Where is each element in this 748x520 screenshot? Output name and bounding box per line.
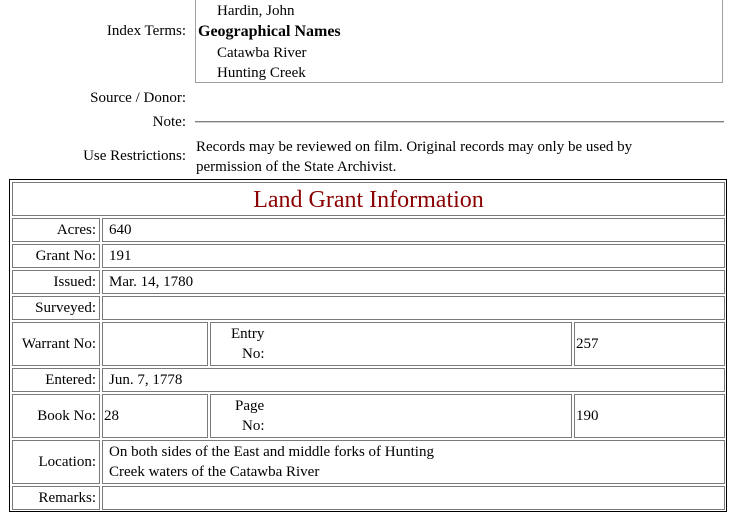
location-line2: Creek waters of the Catawba River	[109, 464, 320, 480]
index-terms-label: Index Terms:	[106, 23, 186, 39]
location-line1: On both sides of the East and middle forks of Hunting	[109, 444, 434, 460]
page-no-label-line2: No:	[242, 418, 265, 434]
entered-value: Jun. 7, 1778	[102, 368, 725, 392]
acres-label: Acres:	[12, 218, 100, 242]
grant-no-label: Grant No:	[12, 244, 100, 268]
land-grant-title: Land Grant Information	[12, 182, 725, 216]
use-restrictions-label: Use Restrictions:	[83, 148, 186, 164]
entry-no-label-line1: Entry	[231, 326, 265, 342]
note-divider	[195, 121, 724, 123]
warrant-no-value	[102, 322, 208, 366]
grant-no-value: 191	[102, 244, 725, 268]
note-label: Note:	[152, 114, 186, 130]
page-no-value: 190	[574, 394, 725, 438]
page-no-label	[210, 394, 572, 438]
index-term-heading-geographical: Geographical Names	[198, 23, 341, 40]
index-terms-box[interactable]	[195, 0, 723, 83]
location-value	[102, 440, 725, 484]
entered-label: Entered:	[12, 368, 100, 392]
index-term-person: Hardin, John	[217, 3, 295, 19]
issued-label: Issued:	[12, 270, 100, 294]
surveyed-label: Surveyed:	[12, 296, 100, 320]
location-label: Location:	[12, 440, 100, 484]
entry-no-label	[210, 322, 572, 366]
remarks-label: Remarks:	[12, 486, 100, 510]
land-grant-table	[9, 179, 727, 512]
use-restrictions-line1: Records may be reviewed on film. Original records may only be used by	[196, 139, 633, 155]
warrant-no-label: Warrant No:	[12, 322, 100, 366]
source-donor-label: Source / Donor:	[90, 90, 186, 106]
acres-value: 640	[102, 218, 725, 242]
issued-value: Mar. 14, 1780	[102, 270, 725, 294]
index-term-place-catawba: Catawba River	[217, 45, 307, 61]
page-no-label-line1: Page	[235, 398, 265, 414]
remarks-value	[102, 486, 725, 510]
entry-no-value: 257	[574, 322, 725, 366]
book-no-value: 28	[102, 394, 208, 438]
use-restrictions-line2: permission of the State Archivist.	[196, 159, 397, 175]
entry-no-label-line2: No:	[242, 346, 265, 362]
index-term-place-hunting-creek: Hunting Creek	[217, 65, 306, 81]
book-no-label: Book No:	[12, 394, 100, 438]
use-restrictions-text	[196, 137, 716, 177]
surveyed-value	[102, 296, 725, 320]
